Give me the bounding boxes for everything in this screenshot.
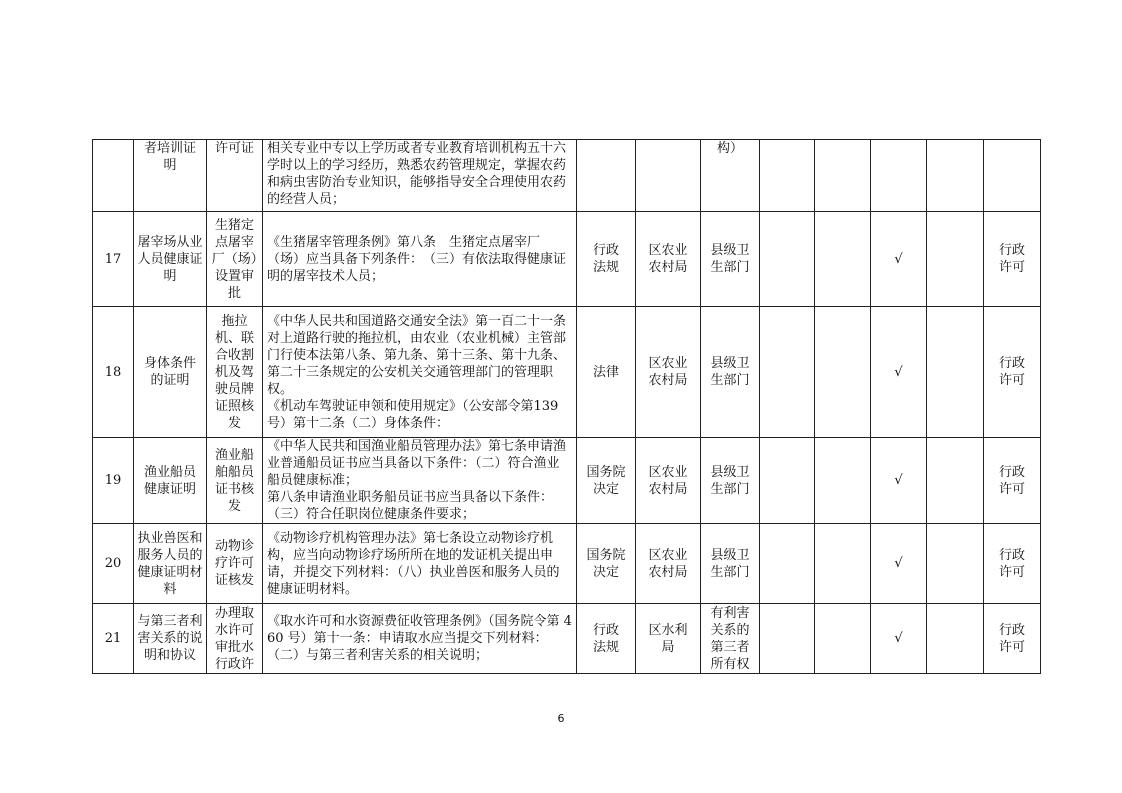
table-cell xyxy=(815,212,871,307)
item-category xyxy=(984,140,1041,212)
table-cell xyxy=(815,140,871,212)
service-item: 渔业船舶船员证书核发 xyxy=(207,438,263,524)
table-cell xyxy=(815,438,871,524)
table-cell xyxy=(760,524,815,604)
material-name: 身体条件 的证明 xyxy=(134,307,207,438)
row-number: 20 xyxy=(93,524,134,604)
table-row xyxy=(93,604,1041,674)
table-cell xyxy=(927,307,984,438)
table-cell xyxy=(760,212,815,307)
service-item: 生猪定点屠宰厂（场）设置审批 xyxy=(207,212,263,307)
check-mark: √ xyxy=(871,212,927,307)
table-cell xyxy=(927,140,984,212)
table-cell xyxy=(760,438,815,524)
issuing-authority: 县级卫 生部门 xyxy=(701,307,760,438)
legal-basis: 相关专业中专以上学历或者专业教育培训机构五十六学时以上的学习经历，熟悉农药管理规定，掌握农药和病虫害防治专业知识，能够指导安全合理使用农药的经营人员； xyxy=(263,140,577,212)
legal-basis: 《取水许可和水资源费征收管理条例》（国务院令第 460 号）第十一条：申请取水应当提交下列材料： （二）与第三者利害关系的相关说明； xyxy=(263,604,577,674)
table-cell xyxy=(760,307,815,438)
check-mark: √ xyxy=(871,307,927,438)
table-cell xyxy=(815,524,871,604)
check-mark: √ xyxy=(871,438,927,524)
service-item: 许可证 xyxy=(207,140,263,212)
check-mark: √ xyxy=(871,604,927,674)
table-row xyxy=(93,212,1041,307)
item-category: 行政 许可 xyxy=(984,604,1041,674)
check-mark xyxy=(871,140,927,212)
department: 区农业 农村局 xyxy=(636,438,701,524)
table-row xyxy=(93,438,1041,524)
legal-basis: 《中华人民共和国渔业船员管理办法》第七条申请渔业普通船员证书应当具备以下条件：（二）符合渔业船员健康标准； 第八条申请渔业职务船员证书应当具备以下条件：（三）符合任职岗位健康条件要求； xyxy=(263,438,577,524)
basis-type xyxy=(577,140,636,212)
legal-basis: 《中华人民共和国道路交通安全法》第一百二十一条对上道路行驶的拖拉机，由农业（农业机械）主管部门行使本法第八条、第九条、第十三条、第十九条、第二十三条规定的公安机关交通管理部门的管理职权。 《机动车驾驶证申领和使用规定》（公安部令第139 号）第十二条（二）身体条件： xyxy=(263,307,577,438)
department: 区农业 农村局 xyxy=(636,307,701,438)
service-item: 动物诊疗许可证核发 xyxy=(207,524,263,604)
row-number: 18 xyxy=(93,307,134,438)
page-number: 6 xyxy=(557,712,565,725)
item-category: 行政 许可 xyxy=(984,524,1041,604)
legal-basis: 《动物诊疗机构管理办法》第七条设立动物诊疗机构，应当向动物诊疗场所所在地的发证机关提出申请，并提交下列材料：（八）执业兽医和服务人员的健康证明材料。 xyxy=(263,524,577,604)
basis-type: 法律 xyxy=(577,307,636,438)
material-name: 与第三者利害关系的说明和协议 xyxy=(134,604,207,674)
basis-type: 行政 法规 xyxy=(577,212,636,307)
table-row xyxy=(93,524,1041,604)
material-name: 屠宰场从业人员健康证明 xyxy=(134,212,207,307)
issuing-authority: 县级卫 生部门 xyxy=(701,212,760,307)
basis-type: 国务院 决定 xyxy=(577,438,636,524)
issuing-authority: 县级卫 生部门 xyxy=(701,524,760,604)
material-name: 渔业船员 健康证明 xyxy=(134,438,207,524)
department: 区农业 农村局 xyxy=(636,524,701,604)
department xyxy=(636,140,701,212)
row-number xyxy=(93,140,134,212)
material-name: 者培训证 明 xyxy=(134,140,207,212)
table-row xyxy=(93,140,1041,212)
issuing-authority: 县级卫 生部门 xyxy=(701,438,760,524)
table-cell xyxy=(927,604,984,674)
item-category: 行政 许可 xyxy=(984,438,1041,524)
table-row xyxy=(93,307,1041,438)
table-cell xyxy=(927,524,984,604)
check-mark: √ xyxy=(871,524,927,604)
department: 区水利 局 xyxy=(636,604,701,674)
table-cell xyxy=(927,212,984,307)
material-name: 执业兽医和服务人员的健康证明材料 xyxy=(134,524,207,604)
service-item: 办理取水许可审批水行政许 xyxy=(207,604,263,674)
item-category: 行政 许可 xyxy=(984,307,1041,438)
issuing-authority: 有利害 关系的 第三者 所有权 xyxy=(701,604,760,674)
table-cell xyxy=(815,604,871,674)
table-cell xyxy=(815,307,871,438)
department: 区农业 农村局 xyxy=(636,212,701,307)
table-cell xyxy=(927,438,984,524)
item-category: 行政 许可 xyxy=(984,212,1041,307)
legal-basis: 《生猪屠宰管理条例》第八条 生猪定点屠宰厂（场）应当具备下列条件： （三）有依法取得健康证明的屠宰技术人员； xyxy=(263,212,577,307)
basis-type: 行政 法规 xyxy=(577,604,636,674)
basis-type: 国务院 决定 xyxy=(577,524,636,604)
certificate-table xyxy=(92,139,1041,674)
row-number: 21 xyxy=(93,604,134,674)
issuing-authority: 构） xyxy=(701,140,760,212)
row-number: 19 xyxy=(93,438,134,524)
table-cell xyxy=(760,604,815,674)
table-cell xyxy=(760,140,815,212)
row-number: 17 xyxy=(93,212,134,307)
service-item: 拖拉机、联合收割机及驾驶员牌证照核发 xyxy=(207,307,263,438)
